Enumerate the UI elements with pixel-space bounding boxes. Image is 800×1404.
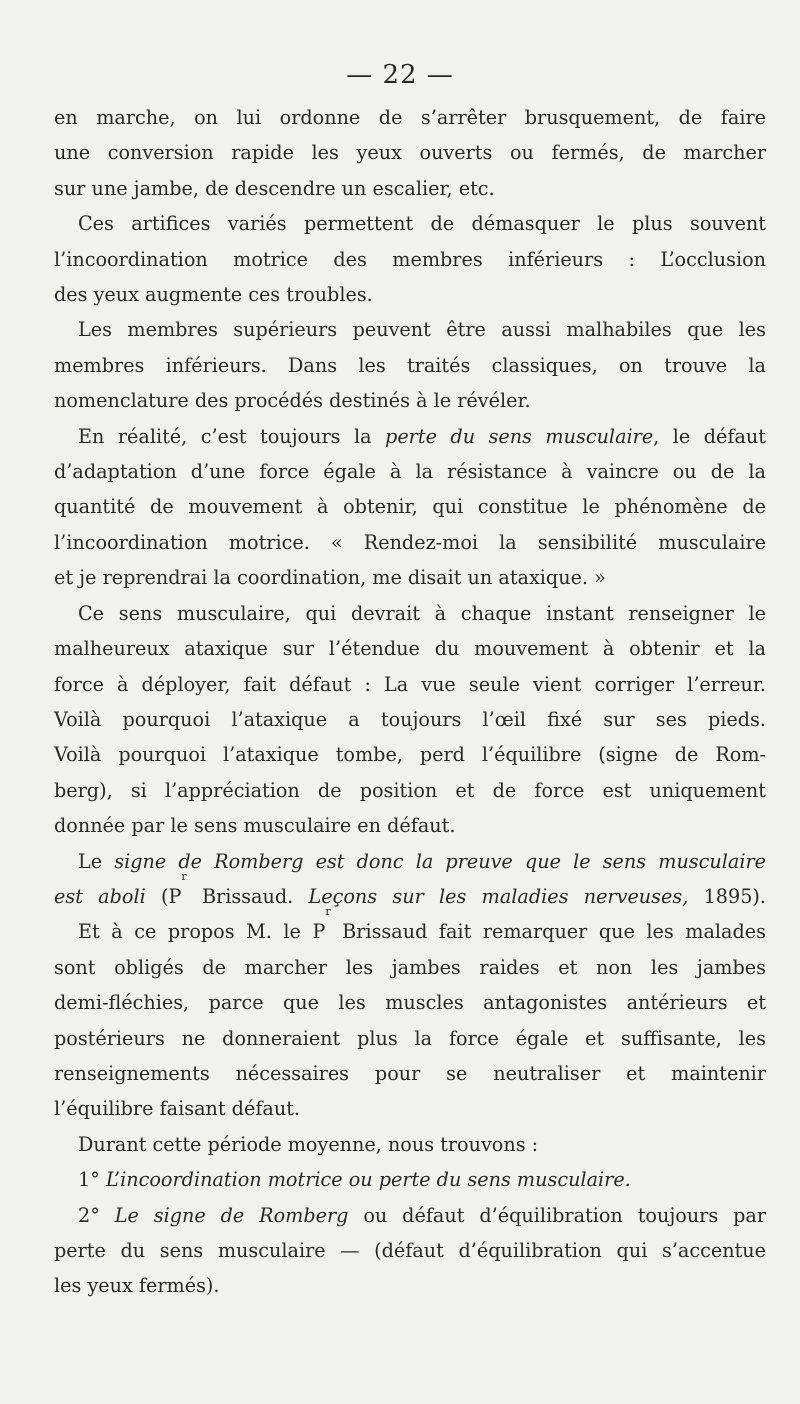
text-line [54, 1198, 766, 1233]
superscript: r [181, 869, 187, 883]
text-segment: Le [78, 849, 115, 873]
text-line: Les membres supérieurs peuvent être aussi malhabiles que les [78, 318, 766, 342]
text-line [54, 1162, 766, 1197]
text-segment: Brissaud. [186, 884, 309, 908]
text-line: l’incoordination motrice des membres inférieurs : L’occlusion [54, 247, 766, 271]
text-line: les yeux fermés). [54, 1274, 220, 1298]
text-line: force à déployer, fait défaut : La vue seule vient corriger l’erreur. [54, 672, 766, 696]
text-line: quantité de mouvement à obtenir, qui constitue le phénomène de [54, 495, 766, 519]
italic-text: Leçons sur les maladies nerveuses, [308, 884, 689, 908]
text-line: Voilà pourquoi l’ataxique a toujours l’œil fixé sur ses pieds. [54, 707, 766, 731]
text-segment: 1° [78, 1168, 106, 1192]
text-line: en marche, on lui ordonne de s’arrêter brusquement, de faire [54, 106, 766, 129]
text-segment: ou défaut d’équilibration toujours par [348, 1203, 766, 1227]
text-line: une conversion rapide les yeux ouverts ou fermés, de marcher [54, 141, 766, 165]
text-segment: (P [145, 884, 182, 908]
italic-text: signe de Romberg est donc la preuve que le sens musculaire [114, 849, 766, 873]
text-line: l’équilibre faisant défaut. [54, 1097, 301, 1121]
text-segment: , le défaut [653, 424, 766, 448]
italic-text: est aboli [54, 884, 146, 908]
page-number: — 22 — [346, 60, 454, 90]
italic-text: perte du sens musculaire [385, 424, 654, 448]
text-line: berg), si l’appréciation de position et de force est uniquement [54, 778, 766, 802]
text-line: des yeux augmente ces troubles. [54, 283, 373, 307]
text-line: l’incoordination motrice. « Rendez-moi la sensibilité musculaire [54, 530, 766, 554]
text-line: malheureux ataxique sur l’étendue du mouvement à obtenir et la [54, 637, 766, 661]
text-line: sur une jambe, de descendre un escalier, etc. [54, 176, 495, 200]
text-segment: 1895). [688, 884, 766, 908]
text-line: d’adaptation d’une force égale à la résistance à vaincre ou de la [54, 460, 766, 484]
text-line: postérieurs ne donneraient plus la force égale et suffisante, les [54, 1026, 766, 1050]
text-segment: 2° [78, 1203, 115, 1227]
text-line [54, 844, 766, 879]
text-line [54, 905, 766, 949]
italic-text: Le signe de Romberg [114, 1203, 349, 1227]
text-line: perte du sens musculaire — (défaut d’équilibration qui s’accentue [54, 1239, 766, 1262]
text-segment: Et à ce propos M. le P [78, 920, 326, 944]
text-line: Ces artifices variés permettent de démasquer le plus souvent [78, 212, 766, 236]
text-line: renseignements nécessaires pour se neutraliser et maintenir [54, 1061, 766, 1085]
text-line: membres inférieurs. Dans les traités classiques, on trouve la [54, 353, 766, 377]
text-line: demi-fléchies, parce que les muscles antagonistes antérieurs et [54, 991, 766, 1015]
superscript: r [325, 905, 331, 919]
text-line: Durant cette période moyenne, nous trouvons : [78, 1132, 539, 1156]
text-segment: Brissaud fait remarquer que les malades [330, 920, 766, 944]
body-text [54, 100, 766, 1304]
text-line: Voilà pourquoi l’ataxique tombe, perd l’équilibre (signe de Rom- [54, 743, 766, 767]
italic-text: L’incoordination motrice ou perte du sens musculaire. [105, 1168, 631, 1192]
text-line: nomenclature des procédés destinés à le révéler. [54, 389, 531, 413]
text-line: donnée par le sens musculaire en défaut. [54, 814, 456, 838]
text-segment: En réalité, c’est toujours la [78, 424, 386, 448]
text-line: sont obligés de marcher les jambes raides et non les jambes [54, 955, 766, 979]
text-line [54, 869, 766, 914]
text-line: Ce sens musculaire, qui devrait à chaque instant renseigner le [78, 601, 766, 625]
text-line: et je reprendrai la coordination, me disait un ataxique. » [54, 566, 606, 590]
text-line [54, 419, 766, 454]
